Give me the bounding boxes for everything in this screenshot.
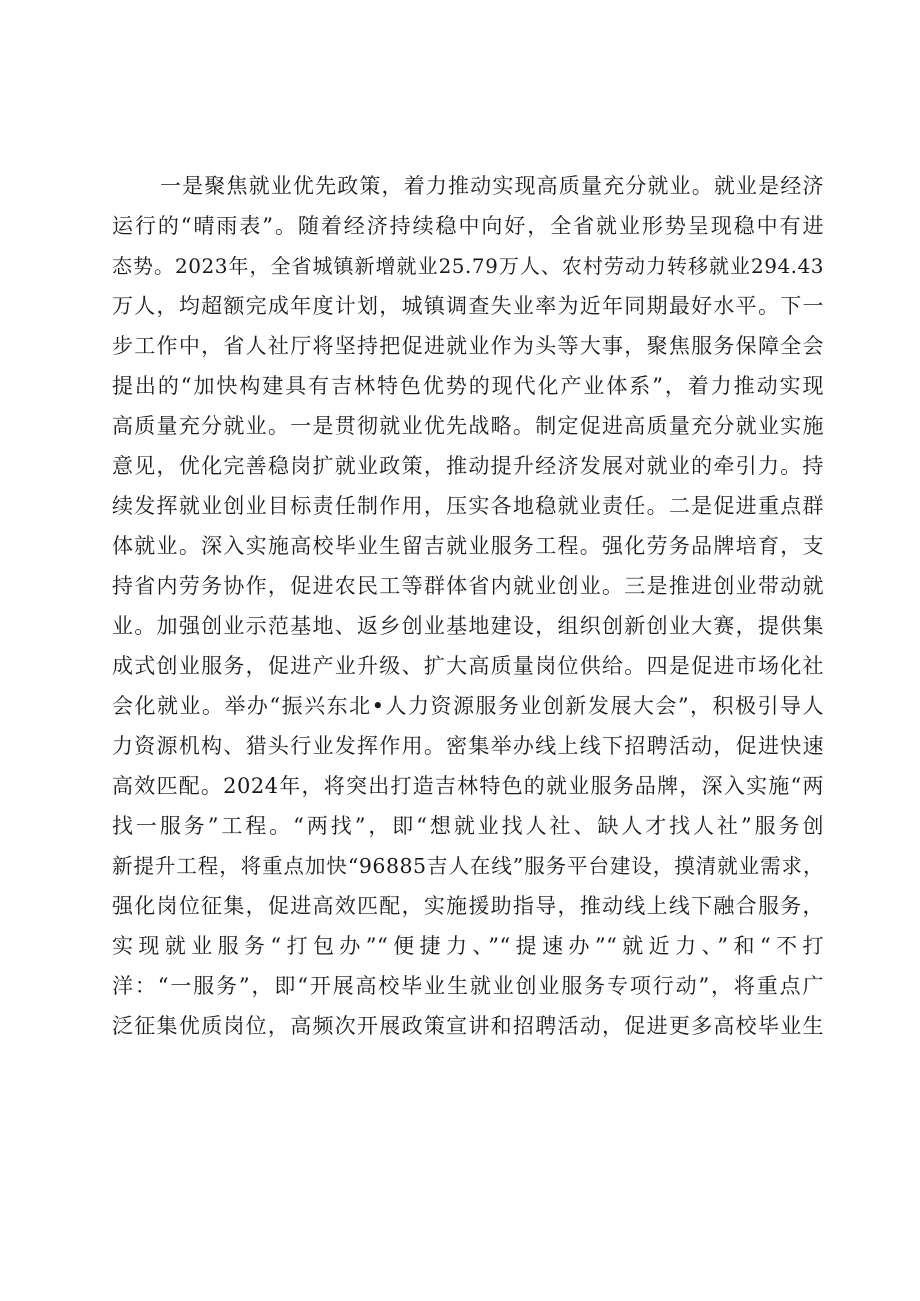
paragraph-line: 运行的“晴雨表”。随着经济持续稳中向好，全省就业形势呈现稳中有进 xyxy=(112,214,824,238)
paragraph-line: 高质量充分就业。一是贯彻就业优先战略。制定促进高质量充分就业实施 xyxy=(112,414,824,438)
paragraph-line: 体就业。深入实施高校毕业生留吉就业服务工程。强化劳务品牌培育，支 xyxy=(112,534,824,558)
paragraph-line: 持省内劳务协作，促进农民工等群体省内就业创业。三是推进创业带动就 xyxy=(112,574,824,598)
paragraph-line: 态势。2023年，全省城镇新增就业25.79万人、农村劳动力转移就业294.43 xyxy=(112,254,824,278)
paragraph-line: 洋：“一服务”，即“开展高校毕业生就业创业服务专项行动”，将重点广 xyxy=(112,974,824,998)
paragraph-line: 一是聚焦就业优先政策，着力推动实现高质量充分就业。就业是经济 xyxy=(160,174,824,198)
body-paragraph xyxy=(112,166,824,1046)
paragraph-line: 强化岗位征集，促进高效匹配，实施援助指导，推动线上线下融合服务， xyxy=(112,894,824,918)
paragraph-line: 意见，优化完善稳岗扩就业政策，推动提升经济发展对就业的牵引力。持 xyxy=(112,454,824,478)
paragraph-line: 新提升工程，将重点加快“96885吉人在线”服务平台建设，摸清就业需求， xyxy=(112,854,824,878)
paragraph-line: 找一服务”工程。“两找”，即“想就业找人社、缺人才找人社”服务创 xyxy=(112,814,824,838)
paragraph-line: 会化就业。举办“振兴东北•人力资源服务业创新发展大会”，积极引导人 xyxy=(112,694,824,718)
paragraph-line: 续发挥就业创业目标责任制作用，压实各地稳就业责任。二是促进重点群 xyxy=(112,494,824,518)
paragraph-line: 高效匹配。2024年，将突出打造吉林特色的就业服务品牌，深入实施“两 xyxy=(112,774,824,798)
paragraph-line: 步工作中，省人社厅将坚持把促进就业作为头等大事，聚焦服务保障全会 xyxy=(112,334,824,358)
paragraph-line: 业。加强创业示范基地、返乡创业基地建设，组织创新创业大赛，提供集 xyxy=(112,614,824,638)
paragraph-line: 成式创业服务，促进产业升级、扩大高质量岗位供给。四是促进市场化社 xyxy=(112,654,824,678)
paragraph-line: 泛征集优质岗位，高频次开展政策宣讲和招聘活动，促进更多高校毕业生 xyxy=(112,1014,824,1038)
paragraph-line: 提出的“加快构建具有吉林特色优势的现代化产业体系”，着力推动实现 xyxy=(112,374,824,398)
paragraph-line: 万人，均超额完成年度计划，城镇调查失业率为近年同期最好水平。下一 xyxy=(112,294,824,318)
paragraph-line: 实现就业服务“打包办”“便捷力、”“提速办”“就近力、”和“不打 xyxy=(112,934,824,958)
paragraph-line: 力资源机构、猎头行业发挥作用。密集举办线上线下招聘活动，促进快速 xyxy=(112,734,824,758)
